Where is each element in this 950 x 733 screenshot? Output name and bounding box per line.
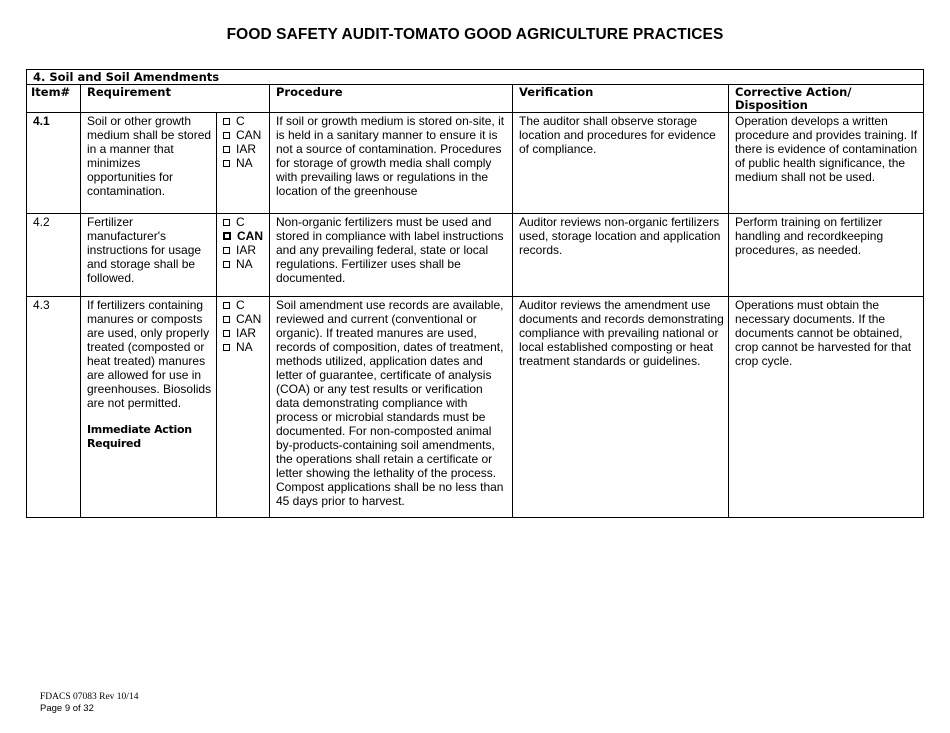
corrective-action-cell: Perform training on fertilizer handling and recordkeeping procedures, as needed. — [729, 214, 924, 297]
corrective-action-cell: Operations must obtain the necessary documents. If the documents cannot be obtained, crop cannot be harvested for that crop cycle. — [729, 297, 924, 518]
checkbox-icon[interactable] — [223, 247, 230, 254]
status-option-c[interactable]: C — [223, 215, 265, 229]
status-option-can[interactable]: CAN — [223, 128, 265, 142]
status-option-na[interactable]: NA — [223, 156, 265, 170]
checkbox-icon[interactable] — [223, 132, 230, 139]
page-title: FOOD SAFETY AUDIT-TOMATO GOOD AGRICULTURE PRACTICES — [226, 26, 724, 43]
item-number: 4.2 — [27, 214, 81, 297]
checkbox-icon[interactable] — [223, 302, 230, 309]
table-row — [27, 113, 924, 214]
checkbox-icon[interactable] — [223, 118, 230, 125]
status-options — [217, 113, 270, 214]
checkbox-icon[interactable] — [223, 146, 230, 153]
immediate-action-note: Immediate Action Required — [87, 423, 192, 450]
procedure-cell: Soil amendment use records are available, reviewed and current (conventional or organic). If treated manures are used, records of composition, dates of treatment, methods utilized, application dates and letter of guarantee, certificate of analysis (COA) or any test results or verification data demonstrating compliance with process or microbial standards must be documented. For non-composted animal by-products-containing soil amendments, the operations shall retain a certificate or letter showing the lethality of the process. Compost applications shall be no less than 45 days prior to harvest. — [270, 297, 513, 518]
column-header-corrective-action: Corrective Action/ Disposition — [729, 85, 924, 113]
checkbox-icon[interactable] — [223, 232, 231, 240]
status-options — [217, 214, 270, 297]
checkbox-icon[interactable] — [223, 344, 230, 351]
checkbox-icon[interactable] — [223, 316, 230, 323]
column-header-requirement: Requirement — [81, 85, 270, 113]
verification-cell: Auditor reviews the amendment use documents and records demonstrating compliance with prevailing national or local established composting or heat treatment standards or guidelines. — [513, 297, 729, 518]
audit-table — [26, 69, 924, 518]
section-heading: 4. Soil and Soil Amendments — [27, 70, 924, 85]
verification-cell: Auditor reviews non-organic fertilizers used, storage location and application records. — [513, 214, 729, 297]
column-header-row — [27, 85, 924, 113]
requirement-cell: Fertilizer manufacturer's instructions for usage and storage shall be followed. — [81, 214, 217, 297]
status-option-iar[interactable]: IAR — [223, 142, 265, 156]
table-row — [27, 214, 924, 297]
requirement-text: If fertilizers containing manures or composts are used, only properly treated (composted or heat treated) manures are allowed for use in greenhouses. Biosolids are not permitted. — [87, 298, 212, 410]
item-number: 4.1 — [27, 113, 81, 214]
status-option-na[interactable]: NA — [223, 340, 265, 354]
status-option-c[interactable]: C — [223, 114, 265, 128]
form-number: FDACS 07083 Rev 10/14 — [40, 692, 139, 702]
requirement-cell: Soil or other growth medium shall be stored in a manner that minimizes opportunities for contamination. — [81, 113, 217, 214]
checkbox-icon[interactable] — [223, 261, 230, 268]
column-header-procedure: Procedure — [270, 85, 513, 113]
column-header-item: Item# — [27, 85, 81, 113]
footer — [40, 691, 138, 715]
requirement-cell — [81, 297, 217, 518]
checkbox-icon[interactable] — [223, 219, 230, 226]
status-option-iar[interactable]: IAR — [223, 326, 265, 340]
checkbox-icon[interactable] — [223, 160, 230, 167]
status-option-c[interactable]: C — [223, 298, 265, 312]
table-row — [27, 297, 924, 518]
procedure-cell: If soil or growth medium is stored on-site, it is held in a sanitary manner to ensure it is not a source of contamination. Procedures for storage of growth media shall comply with prevailing laws or regulations in the location of the greenhouse — [270, 113, 513, 214]
verification-cell: The auditor shall observe storage location and procedures for evidence of compliance. — [513, 113, 729, 214]
status-option-iar[interactable]: IAR — [223, 243, 265, 257]
corrective-action-cell: Operation develops a written procedure and provides training. If there is evidence of contamination of public health significance, the medium shall not be used. — [729, 113, 924, 214]
section-header-row — [27, 70, 924, 85]
checkbox-icon[interactable] — [223, 330, 230, 337]
page-number: Page 9 of 32 — [40, 703, 94, 714]
status-options — [217, 297, 270, 518]
status-option-can[interactable]: CAN — [223, 229, 265, 243]
column-header-verification: Verification — [513, 85, 729, 113]
item-number: 4.3 — [27, 297, 81, 518]
status-option-na[interactable]: NA — [223, 257, 265, 271]
status-option-can[interactable]: CAN — [223, 312, 265, 326]
procedure-cell: Non-organic fertilizers must be used and stored in compliance with label instructions and any prevailing federal, state or local regulations. Fertilizer uses shall be documented. — [270, 214, 513, 297]
